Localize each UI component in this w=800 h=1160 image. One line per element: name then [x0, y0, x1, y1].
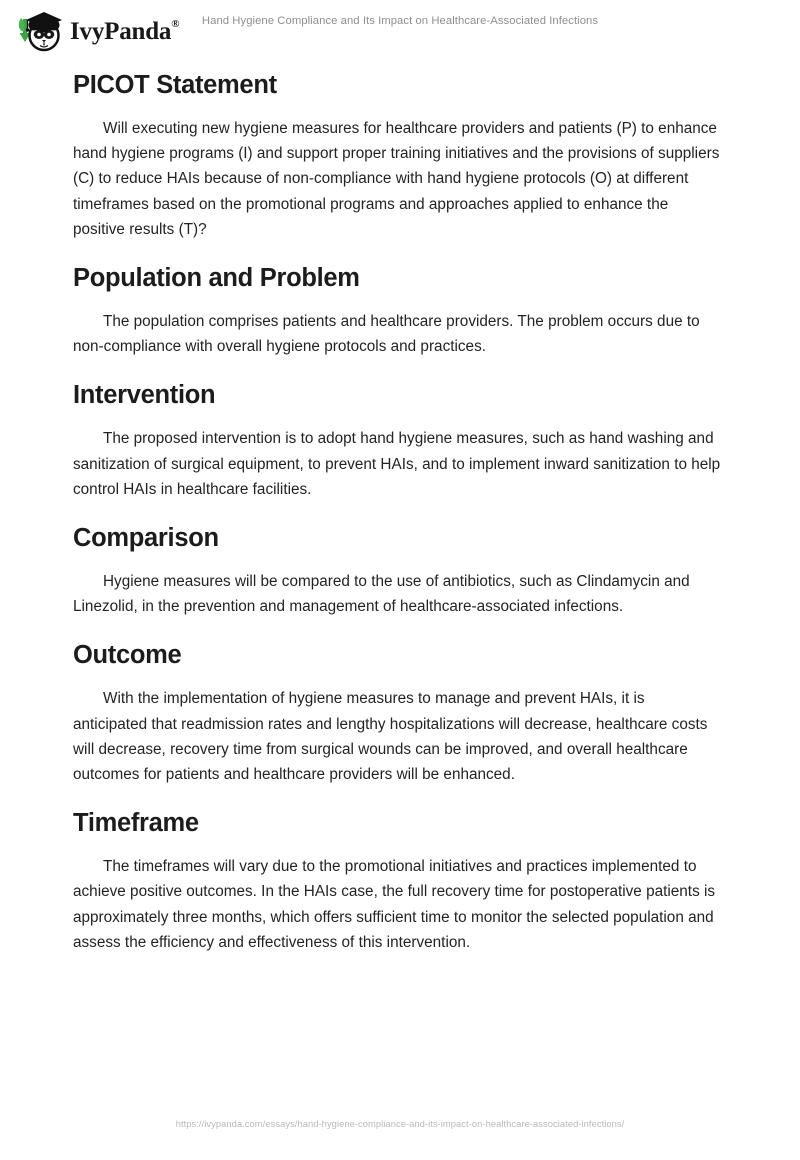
paragraph-text: Hygiene measures will be compared to the use of antibiotics, such as Clindamycin and Linezolid, in the prevention and management of healthcare-associated infections. — [73, 573, 690, 616]
paragraph-text: The timeframes will vary due to the promotional initiatives and practices implemented to achieve positive outcomes. In the HAIs case, the full recovery time for postoperative patients is approximately three months, which offers sufficient time to monitor the selected population and assess the efficiency and effectiveness of this intervention. — [73, 858, 716, 951]
running-header-title: Hand Hygiene Compliance and Its Impact on Healthcare-Associated Infections — [201, 15, 599, 27]
heading-text: Population and Problem — [73, 264, 360, 293]
page-footer — [0, 1114, 800, 1132]
section-paragraph-population-and-problem — [73, 309, 721, 359]
section-paragraph-intervention — [73, 426, 721, 502]
paragraph-text: Will executing new hygiene measures for healthcare providers and patients (P) to enhance hand hygiene programs (I) and support proper training initiatives and the provisions of suppliers (C) to reduce HAIs because of non-compliance with hand hygiene protocols (O) at different timeframes based on the promotional programs and approaches applied to enhance the positive results (T)? — [73, 120, 720, 238]
paragraph-text: The proposed intervention is to adopt hand hygiene measures, such as hand washing and sanitization of surgical equipment, to prevent HAIs, and to implement inward sanitization to help control HAIs in healthcare facilities. — [73, 430, 721, 498]
heading-text: Intervention — [73, 381, 216, 410]
section-heading-outcome — [73, 640, 721, 670]
heading-text: PICOT Statement — [73, 71, 277, 99]
paragraph-text: The population comprises patients and healthcare providers. The problem occurs due to non-compliance with overall hygiene protocols and practices. — [73, 313, 700, 356]
page-header — [0, 0, 800, 58]
section-heading-population-and-problem — [73, 263, 721, 293]
section-paragraph-comparison — [73, 569, 721, 619]
source-url-link[interactable]: https://ivypanda.com/essays/hand-hygiene-compliance-and-its-impact-on-healthcare-associated-infections/ — [175, 1118, 625, 1129]
registered-trademark-symbol: ® — [171, 18, 180, 31]
section-heading-picot-statement — [73, 70, 721, 100]
section-heading-timeframe — [73, 808, 721, 838]
heading-text: Outcome — [73, 641, 182, 670]
document-content — [73, 70, 721, 955]
brand-name: IvyPanda — [70, 17, 172, 45]
section-paragraph-timeframe — [73, 854, 721, 955]
section-paragraph-outcome — [73, 686, 721, 787]
heading-text: Comparison — [73, 524, 219, 553]
paragraph-text: With the implementation of hygiene measures to manage and prevent HAIs, it is anticipated that readmission rates and lengthy hospitalizations will decrease, healthcare costs will decrease, recovery time from surgical wounds can be improved, and overall healthcare outcomes for patients and healthcare providers will be enhanced. — [73, 690, 708, 784]
section-heading-comparison — [73, 523, 721, 553]
section-paragraph-picot-statement — [73, 116, 721, 242]
section-heading-intervention — [73, 380, 721, 410]
heading-text: Timeframe — [73, 809, 199, 838]
